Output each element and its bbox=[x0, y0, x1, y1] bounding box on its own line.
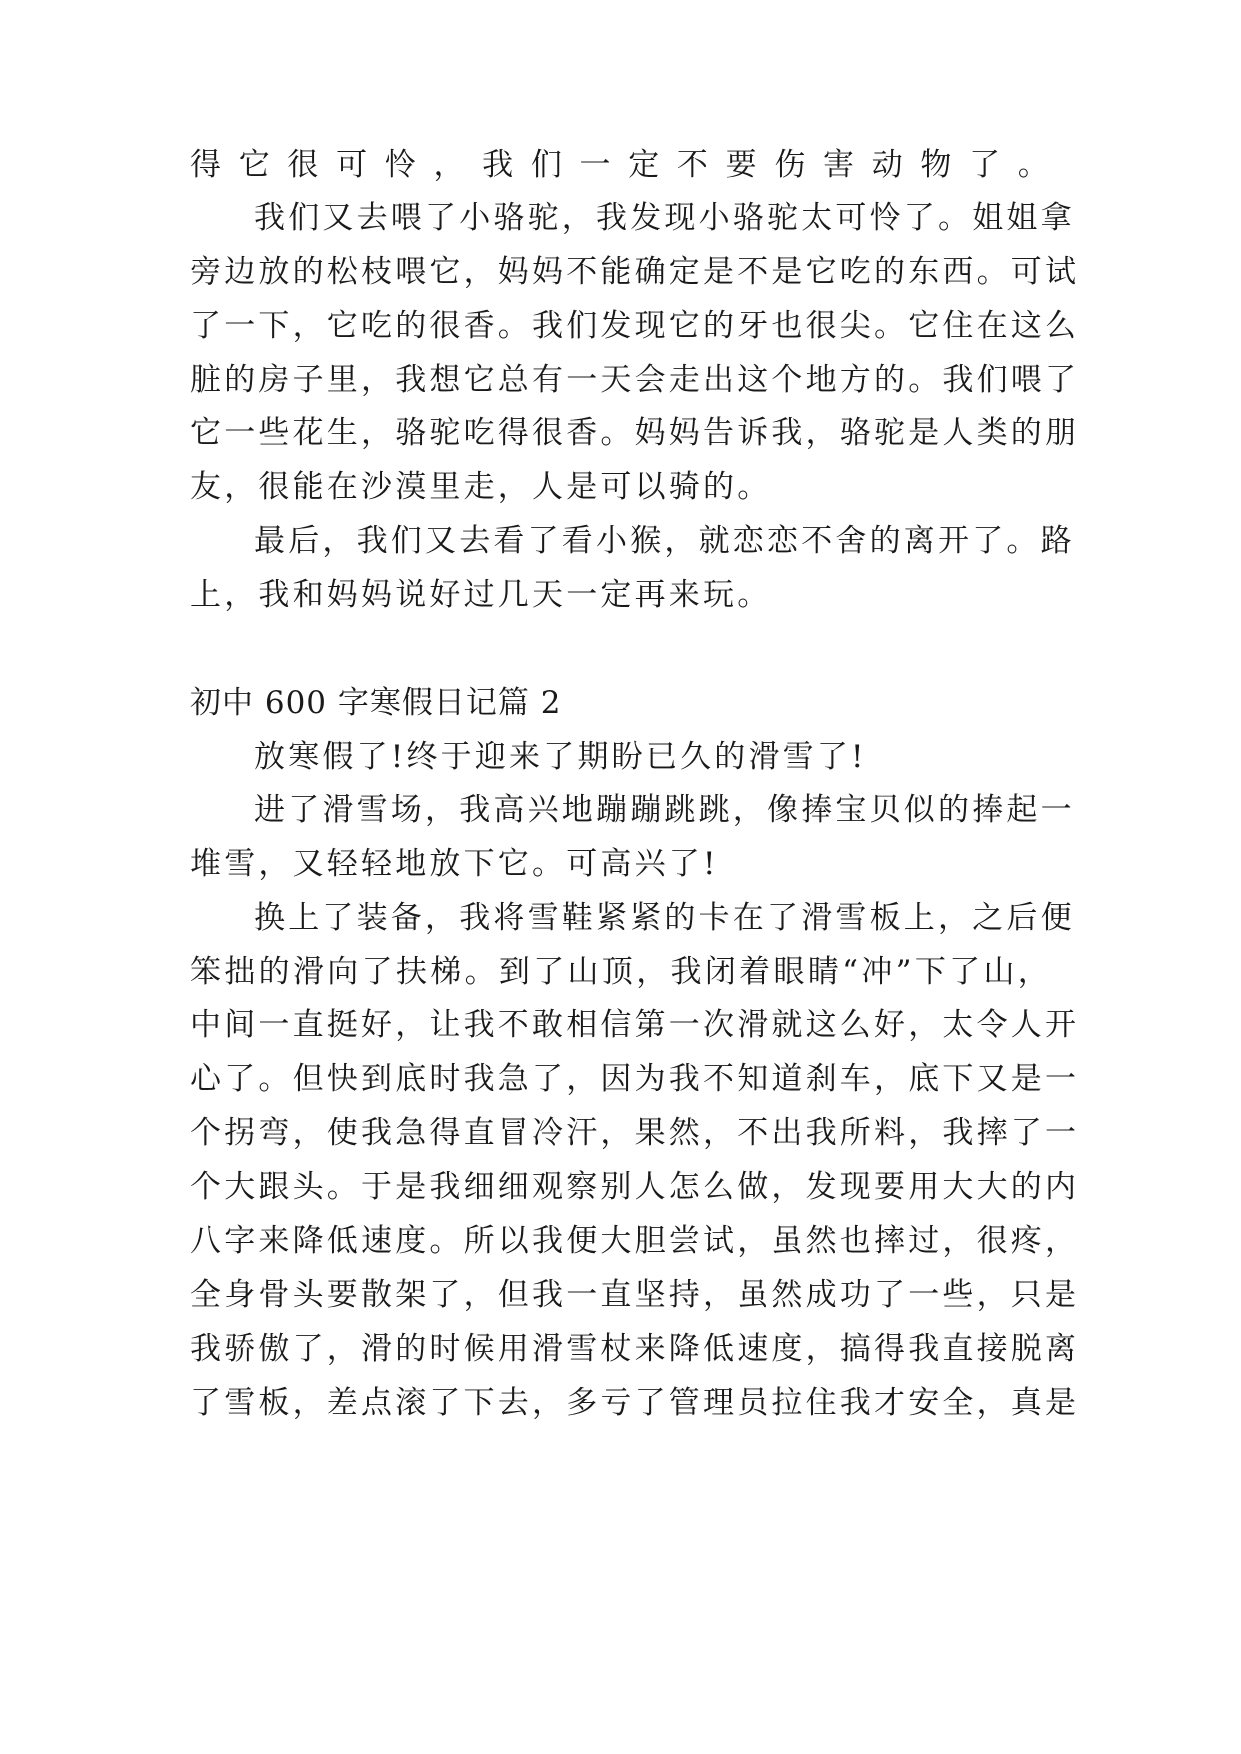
text-line: 旁边放的松枝喂它，妈妈不能确定是不是它吃的东西。可试 bbox=[190, 254, 1080, 290]
text-line: 放寒假了!终于迎来了期盼已久的滑雪了! bbox=[254, 739, 867, 775]
text-line: 心了。但快到底时我急了，因为我不知道刹车，底下又是一 bbox=[190, 1061, 1080, 1097]
text-line: 八字来降低速度。所以我便大胆尝试，虽然也摔过，很疼， bbox=[190, 1223, 1080, 1259]
text-line: 得它很可怜，我们一定不要伤害动物了。 bbox=[190, 147, 1052, 183]
text-line: 最后，我们又去看了看小猴，就恋恋不舍的离开了。路 bbox=[254, 523, 1075, 559]
text-line: 脏的房子里，我想它总有一天会走出这个地方的。我们喂了 bbox=[190, 362, 1080, 398]
text-line: 全身骨头要散架了，但我一直坚持，虽然成功了一些，只是 bbox=[190, 1277, 1080, 1313]
text-line: 它一些花生，骆驼吃得很香。妈妈告诉我，骆驼是人类的朋 bbox=[190, 415, 1080, 451]
text-line: 友，很能在沙漠里走，人是可以骑的。 bbox=[190, 469, 772, 505]
text-line: 笨拙的滑向了扶梯。到了山顶，我闭着眼睛“冲”下了山， bbox=[190, 954, 1052, 990]
text-line: 上，我和妈妈说好过几天一定再来玩。 bbox=[190, 577, 772, 613]
text-line: 进了滑雪场，我高兴地蹦蹦跳跳，像捧宝贝似的捧起一 bbox=[254, 792, 1075, 828]
text-line: 我骄傲了，滑的时候用滑雪杖来降低速度，搞得我直接脱离 bbox=[190, 1331, 1080, 1367]
text-line: 个大跟头。于是我细细观察别人怎么做，发现要用大大的内 bbox=[190, 1169, 1080, 1205]
section-heading: 初中 600 字寒假日记篇 2 bbox=[190, 685, 562, 721]
text-line: 换上了装备，我将雪鞋紧紧的卡在了滑雪板上，之后便 bbox=[254, 900, 1075, 936]
text-line: 我们又去喂了小骆驼，我发现小骆驼太可怜了。姐姐拿 bbox=[254, 200, 1075, 236]
text-line: 堆雪，又轻轻地放下它。可高兴了! bbox=[190, 846, 719, 882]
text-line: 了一下，它吃的很香。我们发现它的牙也很尖。它住在这么 bbox=[190, 308, 1080, 344]
text-line: 个拐弯，使我急得直冒冷汗，果然，不出我所料，我摔了一 bbox=[190, 1115, 1080, 1151]
text-line: 中间一直挺好，让我不敢相信第一次滑就这么好，太令人开 bbox=[190, 1007, 1080, 1043]
text-line: 了雪板，差点滚了下去，多亏了管理员拉住我才安全，真是 bbox=[190, 1385, 1080, 1421]
